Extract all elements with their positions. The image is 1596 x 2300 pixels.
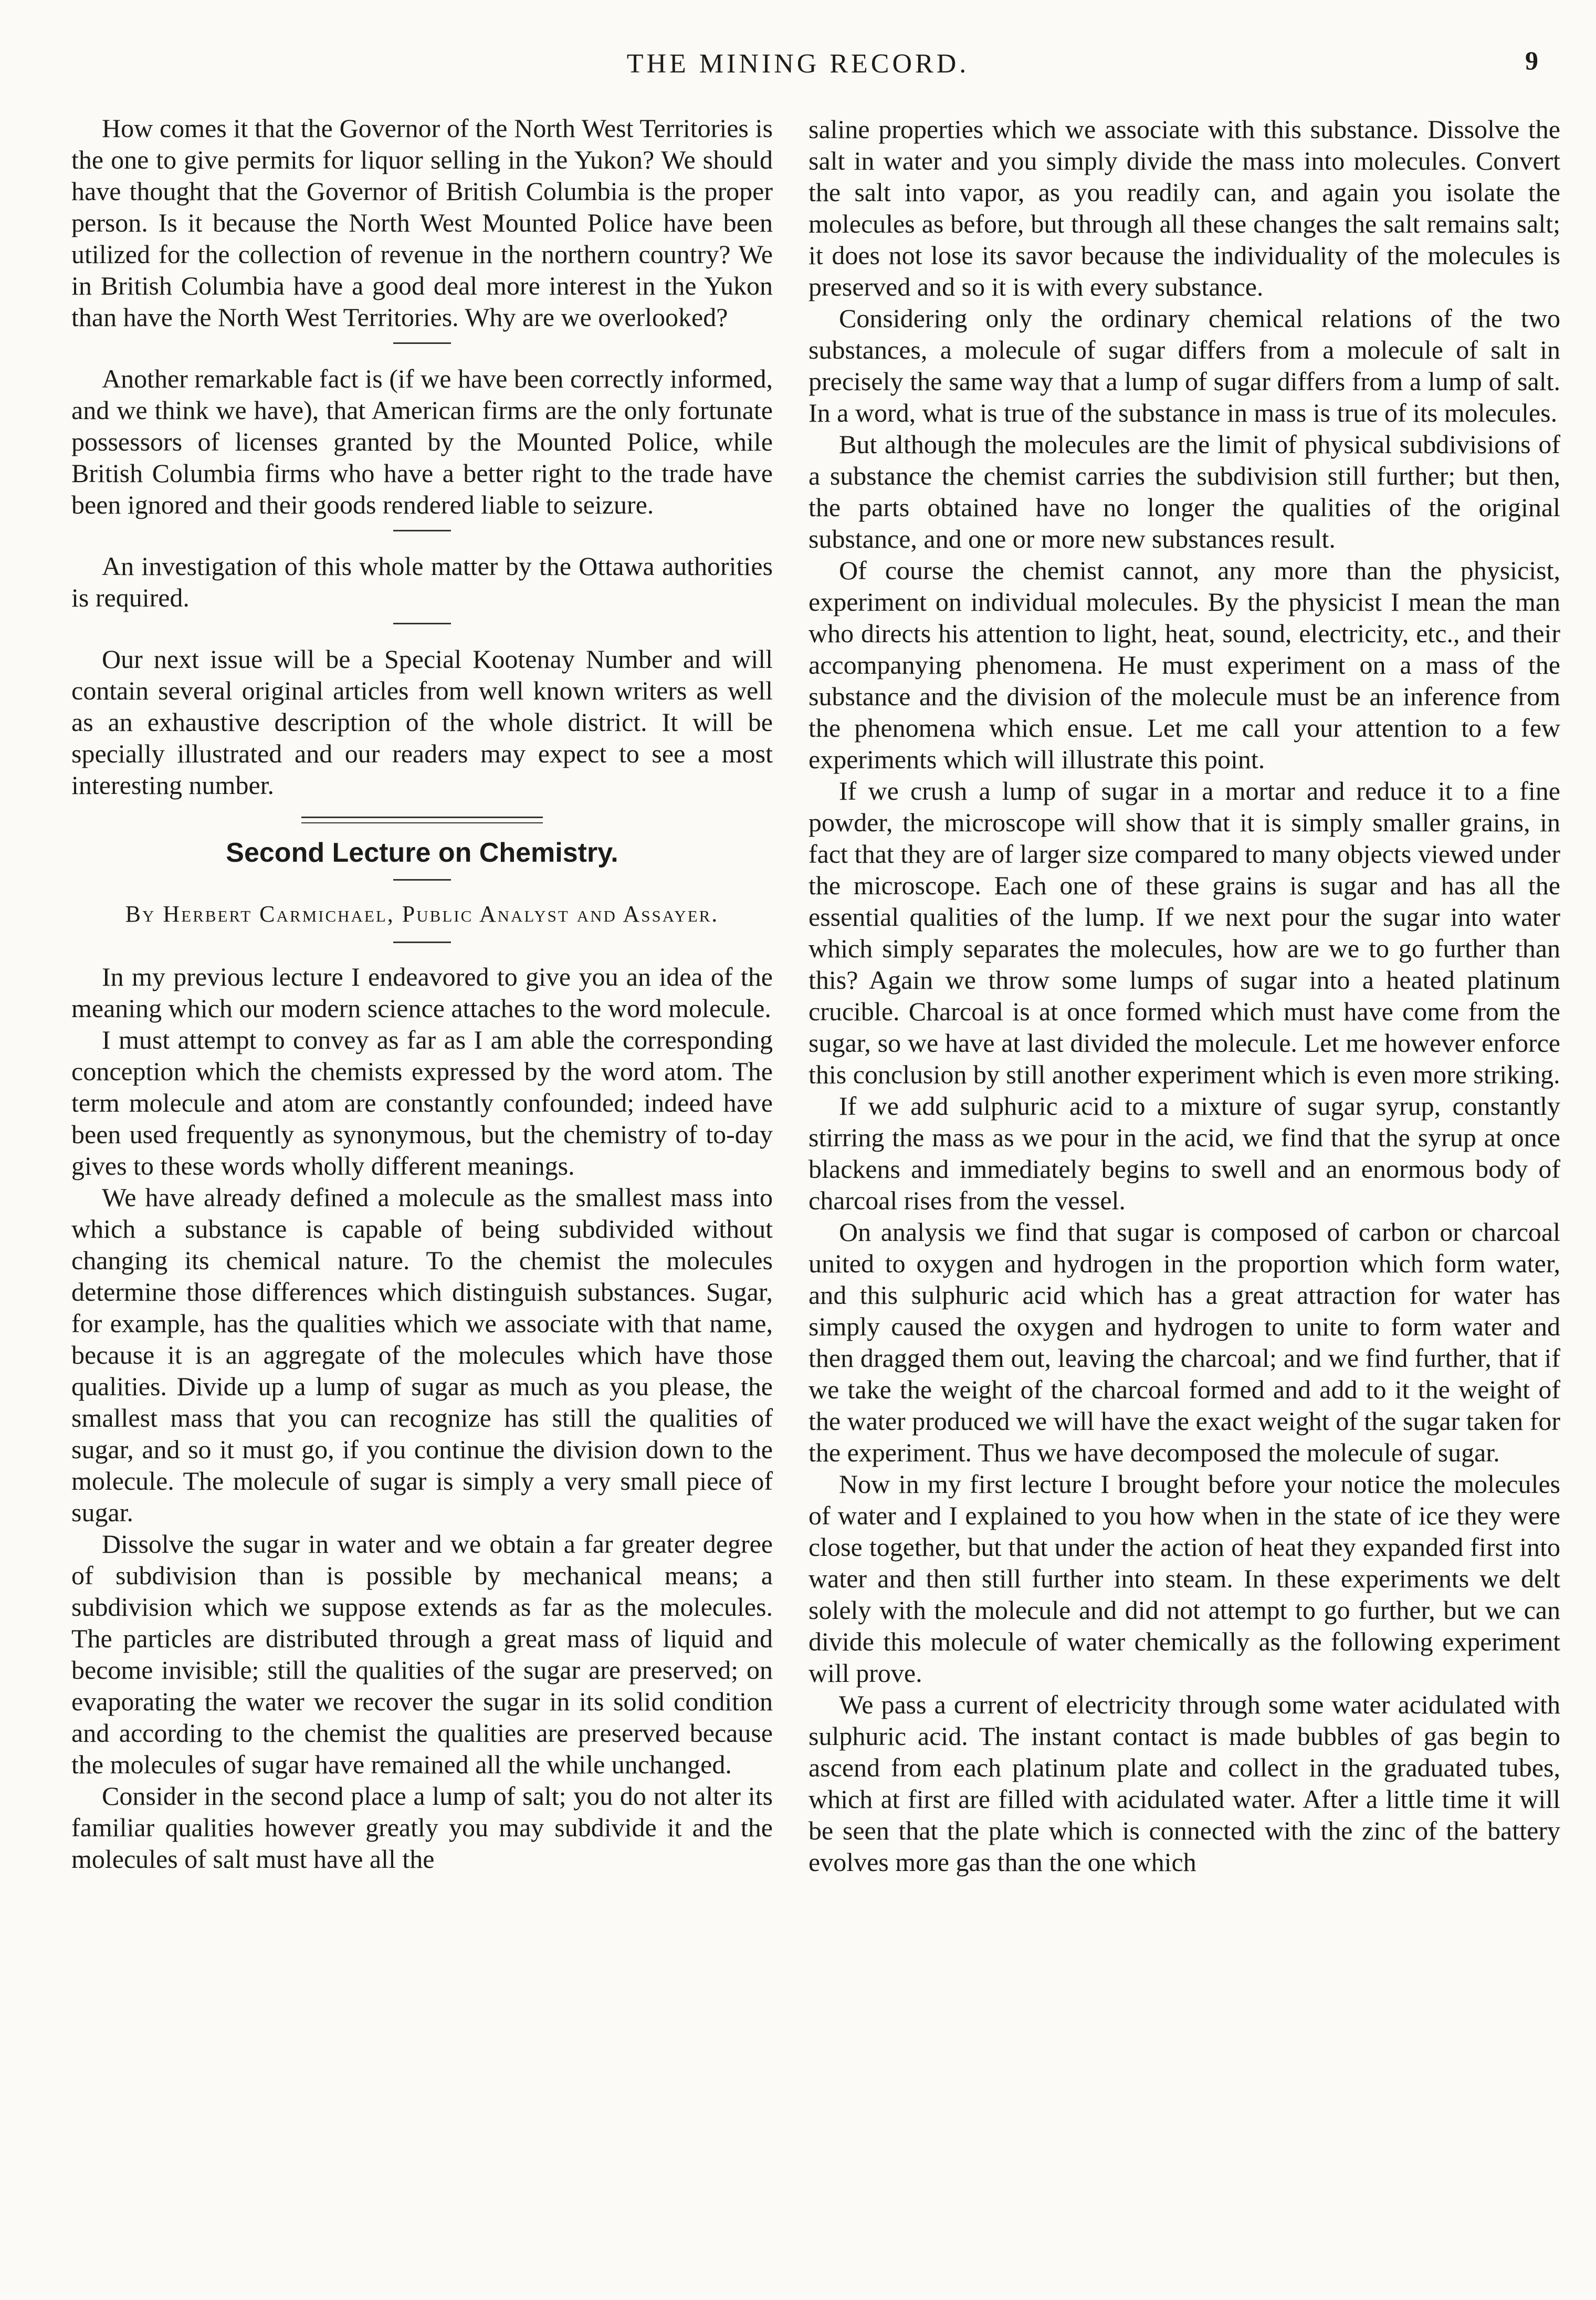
lecture-paragraph: On analysis we find that sugar is composed of carbon or charcoal united to oxygen and hydrogen in the proportion which form water, and this sulphuric acid which has a great attraction for water has simply caused the oxygen and hydrogen to unite to form water and then dragged them out, leaving the charcoal; and we find further, that if we take the weight of the charcoal formed and add to it the weight of the water produced we will have the exact weight of the sugar taken for the experiment. Thus we have decomposed the molecule of sugar.	[808, 1217, 1560, 1467]
article-title: Second Lecture on Chemistry.	[226, 838, 618, 868]
lecture-paragraph: If we add sulphuric acid to a mixture of sugar syrup, constantly stirring the mass as we pour in the acid, we find that the syrup at once blackens and immediately begins to swell and an enormous body of charcoal rises from the vessel.	[808, 1091, 1560, 1215]
page-number: 9	[1525, 46, 1538, 75]
editorial-paragraph: An investigation of this whole matter by the Ottawa authorities is required.	[71, 551, 773, 612]
lecture-paragraph-continued: saline properties which we associate with this substance. Dissolve the salt in water and you simply divide the mass into molecules. Convert the salt into vapor, as you readily can, and again you isolate the molecules as before, but through all these changes the salt remains salt; it does not lose its savor because the individuality of the molecules is preserved and so it is with every substance.	[808, 114, 1560, 301]
section-divider	[393, 342, 451, 344]
right-column	[808, 113, 1560, 2277]
lecture-paragraph: Considering only the ordinary chemical relations of the two substances, a molecule of sugar differs from a molecule of salt in precisely the same way that a lump of sugar differs from a lump of salt. In a word, what is true of the substance in mass is true of its molecules.	[808, 304, 1560, 427]
editorial-paragraph: Another remarkable fact is (if we have been correctly informed, and we think we have), that American firms are the only fortunate possessors of licenses granted by the Mounted Police, while British Columbia firms who have a better right to the trade have been ignored and their goods rendered liable to seizure.	[71, 364, 773, 519]
section-divider	[393, 530, 451, 531]
lecture-paragraph: We have already defined a molecule as the smallest mass into which a substance is capable of being subdivided without changing its chemical nature. To the chemist the molecules determine those differences which distinguish substances. Sugar, for example, has the qualities which we associate with that name, because it is an aggregate of the molecules which have those qualities. Divide up a lump of sugar as much as you please, the smallest mass that you can recognize has still the qualities of sugar, and so it must go, if you continue the division down to the molecule. The molecule of sugar is simply a very small piece of sugar.	[71, 1183, 773, 1527]
lecture-paragraph: Consider in the second place a lump of salt; you do not alter its familiar qualities however greatly you may subdivide it and the molecules of salt must have all the	[71, 1781, 773, 1874]
lecture-paragraph: If we crush a lump of sugar in a mortar and reduce it to a fine powder, the microscope will show that it is simply smaller grains, in fact that they are of larger size compared to many objects viewed under the microscope. Each one of these grains is sugar and has all the essential qualities of the lump. If we next pour the sugar into water which simply separates the molecules, how are we to go further than this? Again we throw some lumps of sugar into a heated platinum crucible. Charcoal is at once formed which must have come from the sugar, so we have at last divided the molecule. Let me however enforce this conclusion by still another experiment which is even more striking.	[808, 776, 1560, 1089]
title-divider	[393, 879, 451, 881]
lecture-paragraph: Dissolve the sugar in water and we obtain a far greater degree of subdivision than is possible by mechanical means; a subdivision which we suppose extends as far as the molecules. The particles are distributed through a great mass of liquid and become invisible; still the qualities of the sugar are preserved; on evaporating the water we recover the sugar in its solid condition and according to the chemist the qualities are preserved because the molecules of sugar have remained all the while unchanged.	[71, 1529, 773, 1779]
article-divider	[301, 817, 543, 823]
editorial-paragraph: How comes it that the Governor of the North West Territories is the one to give permits for liquor selling in the Yukon? We should have thought that the Governor of British Columbia is the proper person. Is it because the North West Mounted Police have been utilized for the collection of revenue in the northern country? We in British Columbia have a good deal more interest in the Yukon than have the North West Territories. Why are we overlooked?	[71, 113, 773, 332]
article-byline: By Herbert Carmichael, Public Analyst and Assayer.	[125, 901, 719, 927]
page-header	[0, 48, 1596, 90]
lecture-paragraph: In my previous lecture I endeavored to give you an idea of the meaning which our modern science attaches to the word molecule.	[71, 962, 773, 1023]
lecture-paragraph: But although the molecules are the limit of physical subdivisions of a substance the chemist carries the subdivision still further; but then, the parts obtained have no longer the qualities of the original substance, and one or more new substances result.	[808, 430, 1560, 553]
left-column	[71, 112, 773, 2276]
lecture-paragraph: I must attempt to convey as far as I am able the corresponding conception which the chemists expressed by the word atom. The term molecule and atom are constantly confounded; indeed have been used frequently as synonymous, but the chemistry of to-day gives to these words wholly different meanings.	[71, 1025, 773, 1180]
byline-divider	[393, 942, 451, 943]
lecture-paragraph: We pass a current of electricity through some water acidulated with sulphuric acid. The instant contact is made bubbles of gas begin to ascend from each platinum plate and collect in the graduated tubes, which at first are filled with acidulated water. After a little time it will be seen that the plate which is connected with the zinc of the battery evolves more gas than the one which	[808, 1690, 1560, 1877]
lecture-paragraph: Now in my first lecture I brought before your notice the molecules of water and I explained to you how when in the state of ice they were close together, but that under the action of heat they expanded first into water and then still further into steam. In these experiments we delt solely with the molecule and did not attempt to go further, but we can divide this molecule of water chemically as the following experiment will prove.	[808, 1469, 1560, 1688]
running-title: THE MINING RECORD.	[626, 49, 970, 79]
section-divider	[393, 623, 451, 624]
lecture-paragraph: Of course the chemist cannot, any more than the physicist, experiment on individual molecules. By the physicist I mean the man who directs his attention to light, heat, sound, electricity, etc., and their accompanying phenomena. He must experiment on a mass of the substance and the division of the molecule must be an inference from the phenomena which ensue. Let me call your attention to a few experiments which will illustrate this point.	[808, 556, 1560, 774]
editorial-paragraph: Our next issue will be a Special Kootenay Number and will contain several original articles from well known writers as well as an exhaustive description of the whole district. It will be specially illustrated and our readers may expect to see a most interesting number.	[71, 644, 773, 800]
